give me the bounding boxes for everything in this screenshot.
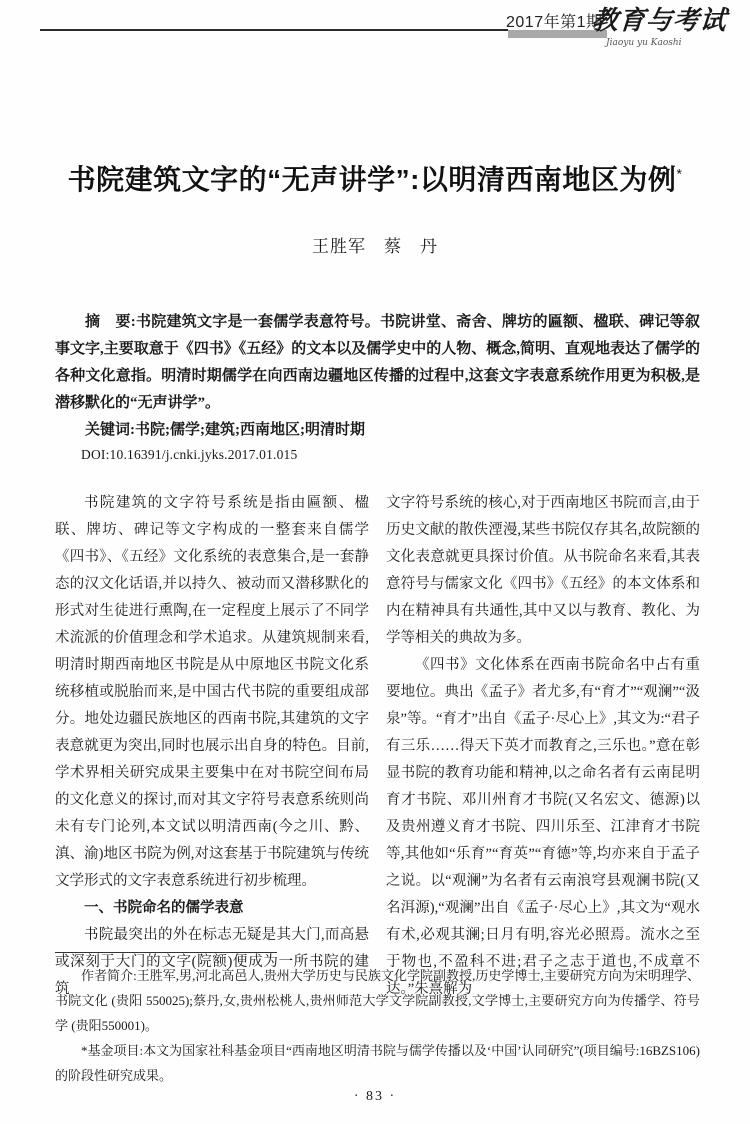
author-bio-footnote: 作者简介:王胜军,男,河北高邑人,贵州大学历史与民族文化学院副教授,历史学博士,主要研究方向为宋明理学、书院文化 (贵阳 550025);蔡丹,女,贵州松桃人,贵州师范大学文学院副教授,文学博士,主要研究方向为传播学、符号学 (贵阳550001)。 <box>55 968 700 1033</box>
abstract-block <box>55 309 700 463</box>
doi-line: DOI:10.16391/j.cnki.jyks.2017.01.015 <box>81 447 298 462</box>
header-rule <box>40 29 508 31</box>
keywords-text: 书院;儒学;建筑;西南地区;明清时期 <box>135 422 365 438</box>
funding-footnote: *基金项目:本文为国家社科基金项目“西南地区明清书院与儒学传播以及‘中国’认同研究”(项目编号:16BZS106)的阶段性研究成果。 <box>55 1043 700 1083</box>
body-paragraph-1: 书院建筑的文字符号系统是指由匾额、楹联、牌坊、碑记等文字构成的一整套来自儒学《四书》、《五经》文化系统的表意集合,是一套静态的汉文化话语,并以持久、被动而又潜移默化的形式对生徒进行熏陶,在一定程度上展示了不同学术流派的价值理念和学术追求。从建筑规制来看,明清时期西南地区书院是从中原地区书院文化系统移植或脱胎而来,是中国古代书院的重要组成部分。地处边疆民族地区的西南书院,其建筑的文字表意就更为突出,同时也展示出自身的特色。目前,学术界相关研究成果主要集中在对书院空间布局的文化意义的探讨,而对其文字符号表意系统则尚未有专门论列,本文试以明清西南(今之川、黔、滇、渝)地区书院为例,对这套基于书院建筑与传统文学形式的文字表意系统进行初步梳理。 <box>55 495 369 889</box>
abstract-text: 书院建筑文字是一套儒学表意符号。书院讲堂、斋舍、牌坊的匾额、楹联、碑记等叙事文字,主要取意于《四书》《五经》的文本以及儒学史中的人物、概念,简明、直观地表达了儒学的各种文化意指。明清时期儒学在向西南边疆地区传播的过程中,这套文字表意系统作用更为积极,是潜移默化的“无声讲学”。 <box>55 314 701 411</box>
body-paragraph-2-start: 书院最突出的外在标志无疑是其大门,而高悬或深刻于大门的文字(院额)便成为一所书院的建筑 <box>55 927 369 997</box>
right-column <box>386 490 700 1003</box>
abstract-label: 摘 要: <box>85 314 136 330</box>
journal-name-pinyin: Jiaoyu yu Kaoshi <box>606 38 682 48</box>
body-columns <box>55 490 700 1003</box>
article-authors: 王胜军 蔡 丹 <box>312 237 438 256</box>
body-paragraph-2-continued: 文字符号系统的核心,对于西南地区书院而言,由于历史文献的散佚湮漫,某些书院仅存其名,故院额的文化表意就更具探讨价值。从书院命名来看,其表意符号与儒家文化《四书》《五经》的本文体系和内在精神具有共通性,其中又以与教育、教化、为学等相关的典故为多。 <box>386 495 700 646</box>
page-number: · 83 · <box>353 1089 397 1104</box>
keywords-line <box>55 417 700 444</box>
section-heading-1: 一、书院命名的儒学表意 <box>84 900 244 916</box>
journal-issue: 2017年第1期 <box>506 14 603 31</box>
title-footnote-mark: * <box>676 165 683 182</box>
article-title <box>30 158 720 198</box>
footnote-divider <box>55 952 277 953</box>
article-title-text: 书院建筑文字的“无声讲学”:以明清西南地区为例 <box>67 164 677 195</box>
body-paragraph-3: 《四书》文化体系在西南书院命名中占有重要地位。典出《孟子》者尤多,有“育才”“观澜”“汲泉”等。“育才”出自《孟子·尽心上》,其文为:“君子有三乐……得天下英才而教育之,三乐也。”意在彰显书院的教育功能和精神,以之命名者有云南昆明育才书院、邓川州育才书院(又名宏文、德源)以及贵州遵义育才书院、四川乐至、江津育才书院等,其他如“乐育”“育英”“育德”等,均亦来自于孟子之说。以“观澜”为名者有云南浪穹县观澜书院(又名洱源),“观澜”出自《孟子·尽心上》,其文为“观水有术,必观其澜;日月有明,容光必照焉。流水之至于物也,不盈科不进;君子之志于道也,不成章不达。”朱熹解为 <box>386 657 700 997</box>
journal-name-calligraphy: 教育与考试 <box>590 6 728 36</box>
left-column <box>55 490 369 1003</box>
footnote-block <box>55 952 700 1088</box>
abstract-paragraph <box>55 309 700 417</box>
keywords-label: 关键词: <box>85 422 135 438</box>
page-header <box>0 0 750 60</box>
